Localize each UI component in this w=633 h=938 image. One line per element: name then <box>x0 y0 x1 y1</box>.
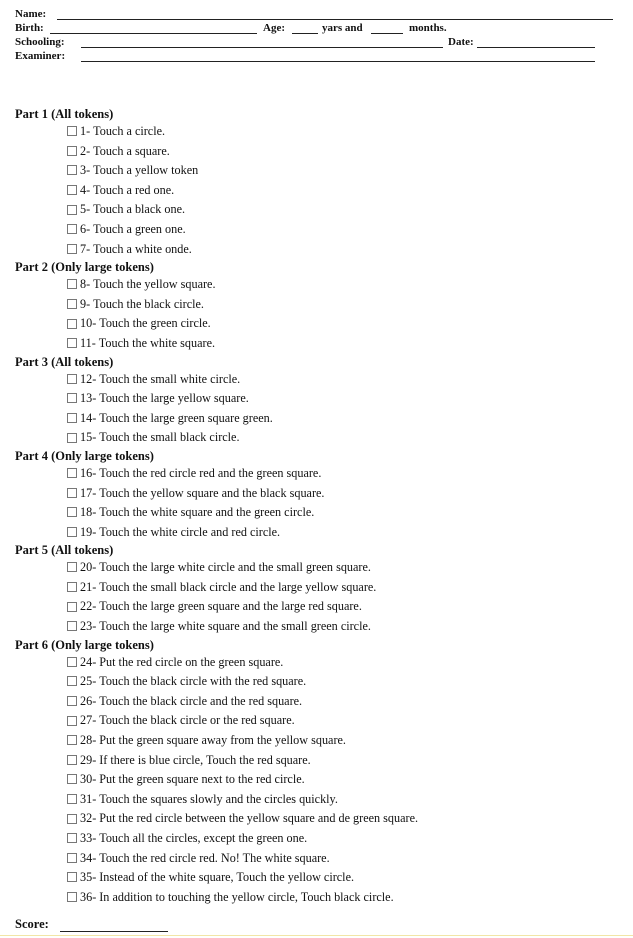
item-instruction: Touch the squares slowly and the circles quickly. <box>99 791 338 806</box>
schooling-label: Schooling: <box>15 36 65 48</box>
item-instruction: Touch the red circle red and the green square. <box>99 465 322 480</box>
years-label: yars and <box>322 22 363 34</box>
item-checkbox[interactable] <box>67 507 77 517</box>
part-title: Part 5 (All tokens) <box>15 543 114 558</box>
item-number: 28- <box>80 733 97 748</box>
test-item <box>15 523 615 543</box>
item-checkbox[interactable] <box>67 657 77 667</box>
item-instruction: Touch a white onde. <box>93 241 192 256</box>
item-number: 35- <box>80 870 97 885</box>
item-checkbox[interactable] <box>67 413 77 423</box>
test-item <box>15 464 615 484</box>
item-checkbox[interactable] <box>67 279 77 289</box>
item-checkbox[interactable] <box>67 833 77 843</box>
item-instruction: Touch the large green square green. <box>99 410 273 425</box>
item-checkbox[interactable] <box>67 146 77 156</box>
item-instruction: Touch the small white circle. <box>99 371 241 386</box>
item-instruction: Touch the yellow square. <box>93 277 216 292</box>
item-checkbox[interactable] <box>67 185 77 195</box>
item-checkbox[interactable] <box>67 374 77 384</box>
item-instruction: Touch the red circle red. No! The white square. <box>99 850 330 865</box>
score-field[interactable] <box>60 931 168 932</box>
test-item <box>15 888 615 908</box>
item-checkbox[interactable] <box>67 892 77 902</box>
item-instruction: Touch a circle. <box>93 124 166 138</box>
part-title: Part 3 (All tokens) <box>15 354 114 369</box>
test-item <box>15 751 615 771</box>
item-checkbox[interactable] <box>67 319 77 329</box>
item-checkbox[interactable] <box>67 562 77 572</box>
item-number: 12- <box>80 371 97 386</box>
item-number: 1- <box>80 124 91 138</box>
test-item <box>15 578 615 598</box>
test-item <box>15 428 615 448</box>
item-number: 29- <box>80 752 97 767</box>
item-instruction: In addition to touching the yellow circle, Touch black circle. <box>99 889 394 904</box>
test-item <box>15 161 615 181</box>
item-number: 31- <box>80 791 97 806</box>
test-item <box>15 122 615 142</box>
test-item <box>15 809 615 829</box>
item-checkbox[interactable] <box>67 165 77 175</box>
item-number: 13- <box>80 391 97 406</box>
item-instruction: Touch the green circle. <box>99 316 211 331</box>
test-parts <box>15 106 615 907</box>
item-number: 2- <box>80 143 91 158</box>
item-checkbox[interactable] <box>67 205 77 215</box>
test-item <box>15 653 615 673</box>
item-instruction: Put the green square away from the yellow square. <box>99 733 346 748</box>
test-item <box>15 731 615 751</box>
item-number: 3- <box>80 163 91 178</box>
test-item <box>15 295 615 315</box>
age-label: Age: <box>263 22 285 34</box>
item-checkbox[interactable] <box>67 676 77 686</box>
test-item <box>15 849 615 869</box>
item-instruction: Instead of the white square, Touch the yellow circle. <box>99 870 355 885</box>
item-instruction: Touch the large white circle and the small green square. <box>99 560 371 575</box>
item-instruction: Touch all the circles, except the green one. <box>99 831 308 845</box>
item-instruction: Touch the black circle with the red square. <box>99 674 307 689</box>
part-title: Part 2 (Only large tokens) <box>15 260 154 275</box>
item-number: 7- <box>80 241 91 256</box>
item-number: 17- <box>80 485 97 500</box>
test-item <box>15 558 615 578</box>
item-instruction: Touch the yellow square and the black square. <box>99 485 325 500</box>
test-item <box>15 240 615 260</box>
item-number: 20- <box>80 560 97 575</box>
item-instruction: Touch a green one. <box>93 221 186 236</box>
test-item <box>15 829 615 849</box>
item-number: 4- <box>80 182 91 197</box>
part-title: Part 1 (All tokens) <box>15 107 114 121</box>
test-item <box>15 503 615 523</box>
item-checkbox[interactable] <box>67 488 77 498</box>
test-item <box>15 334 615 354</box>
name-label: Name: <box>15 8 47 20</box>
item-instruction: Touch a red one. <box>93 182 175 197</box>
item-instruction: Touch the large white square and the small green circle. <box>99 619 371 634</box>
item-checkbox[interactable] <box>67 774 77 784</box>
item-instruction: Touch the white square. <box>98 335 216 350</box>
item-number: 19- <box>80 524 97 539</box>
item-instruction: If there is blue circle, Touch the red square. <box>99 752 311 767</box>
item-number: 34- <box>80 850 97 865</box>
item-checkbox[interactable] <box>67 126 77 136</box>
item-checkbox[interactable] <box>67 433 77 443</box>
item-checkbox[interactable] <box>67 582 77 592</box>
examiner-row <box>15 48 613 64</box>
item-checkbox[interactable] <box>67 338 77 348</box>
test-item <box>15 370 615 390</box>
item-checkbox[interactable] <box>67 393 77 403</box>
item-number: 15- <box>80 430 97 445</box>
test-item <box>15 711 615 731</box>
test-item <box>15 692 615 712</box>
item-number: 30- <box>80 772 97 787</box>
item-instruction: Touch the white circle and red circle. <box>99 524 281 539</box>
test-item <box>15 142 615 162</box>
page-bottom-rule <box>0 935 633 936</box>
item-checkbox[interactable] <box>67 716 77 726</box>
item-number: 16- <box>80 465 97 480</box>
test-item <box>15 868 615 888</box>
item-number: 23- <box>80 619 97 634</box>
item-number: 5- <box>80 202 91 217</box>
part-title: Part 4 (Only large tokens) <box>15 448 154 463</box>
item-number: 9- <box>80 296 91 311</box>
test-item <box>15 200 615 220</box>
item-instruction: Put the red circle on the green square. <box>99 654 284 669</box>
item-checkbox[interactable] <box>67 814 77 824</box>
item-instruction: Touch a yellow token <box>93 163 199 178</box>
test-item <box>15 770 615 790</box>
test-item <box>15 672 615 692</box>
part-title: Part 6 (Only large tokens) <box>15 637 154 652</box>
item-instruction: Put the green square next to the red circle. <box>99 772 305 787</box>
test-item <box>15 617 615 637</box>
test-item <box>15 409 615 429</box>
birth-label: Birth: <box>15 22 44 34</box>
item-instruction: Touch a black one. <box>93 202 186 217</box>
item-number: 8- <box>80 277 91 292</box>
item-checkbox[interactable] <box>67 794 77 804</box>
item-checkbox[interactable] <box>67 244 77 254</box>
date-label: Date: <box>448 36 474 48</box>
test-item <box>15 275 615 295</box>
test-item <box>15 181 615 201</box>
item-checkbox[interactable] <box>67 602 77 612</box>
item-number: 14- <box>80 410 97 425</box>
item-instruction: Touch the white square and the green circle. <box>99 505 315 520</box>
item-instruction: Touch a square. <box>93 143 170 158</box>
item-number: 24- <box>80 654 97 669</box>
score-label: Score: <box>15 917 49 931</box>
examiner-field[interactable] <box>81 61 595 62</box>
item-checkbox[interactable] <box>67 872 77 882</box>
item-instruction: Touch the black circle and the red square. <box>99 693 303 708</box>
test-item <box>15 597 615 617</box>
item-number: 10- <box>80 316 97 331</box>
item-checkbox[interactable] <box>67 696 77 706</box>
item-instruction: Put the red circle between the yellow square and de green square. <box>99 811 419 826</box>
item-instruction: Touch the large green square and the large red square. <box>99 599 362 614</box>
item-number: 21- <box>80 579 97 594</box>
item-number: 26- <box>80 693 97 708</box>
item-number: 6- <box>80 221 91 236</box>
examiner-label: Examiner: <box>15 50 66 62</box>
item-instruction: Touch the large yellow square. <box>99 391 249 406</box>
item-number: 33- <box>80 831 97 845</box>
item-checkbox[interactable] <box>67 468 77 478</box>
test-item <box>15 790 615 810</box>
item-number: 11- <box>80 335 96 350</box>
item-checkbox[interactable] <box>67 224 77 234</box>
item-number: 36- <box>80 889 97 904</box>
test-item <box>15 314 615 334</box>
item-checkbox[interactable] <box>67 527 77 537</box>
item-checkbox[interactable] <box>67 621 77 631</box>
item-instruction: Touch the black circle or the red square. <box>99 713 295 728</box>
item-checkbox[interactable] <box>67 299 77 309</box>
item-instruction: Touch the black circle. <box>93 296 204 311</box>
item-checkbox[interactable] <box>67 755 77 765</box>
item-instruction: Touch the small black circle and the large yellow square. <box>99 579 377 594</box>
item-number: 32- <box>80 811 97 826</box>
test-item <box>15 389 615 409</box>
months-label: months. <box>409 22 447 34</box>
test-item <box>15 484 615 504</box>
item-number: 22- <box>80 599 97 614</box>
item-number: 27- <box>80 713 97 728</box>
item-number: 18- <box>80 505 97 520</box>
item-instruction: Touch the small black circle. <box>99 430 240 445</box>
item-checkbox[interactable] <box>67 853 77 863</box>
item-number: 25- <box>80 674 97 689</box>
test-item <box>15 220 615 240</box>
item-checkbox[interactable] <box>67 735 77 745</box>
